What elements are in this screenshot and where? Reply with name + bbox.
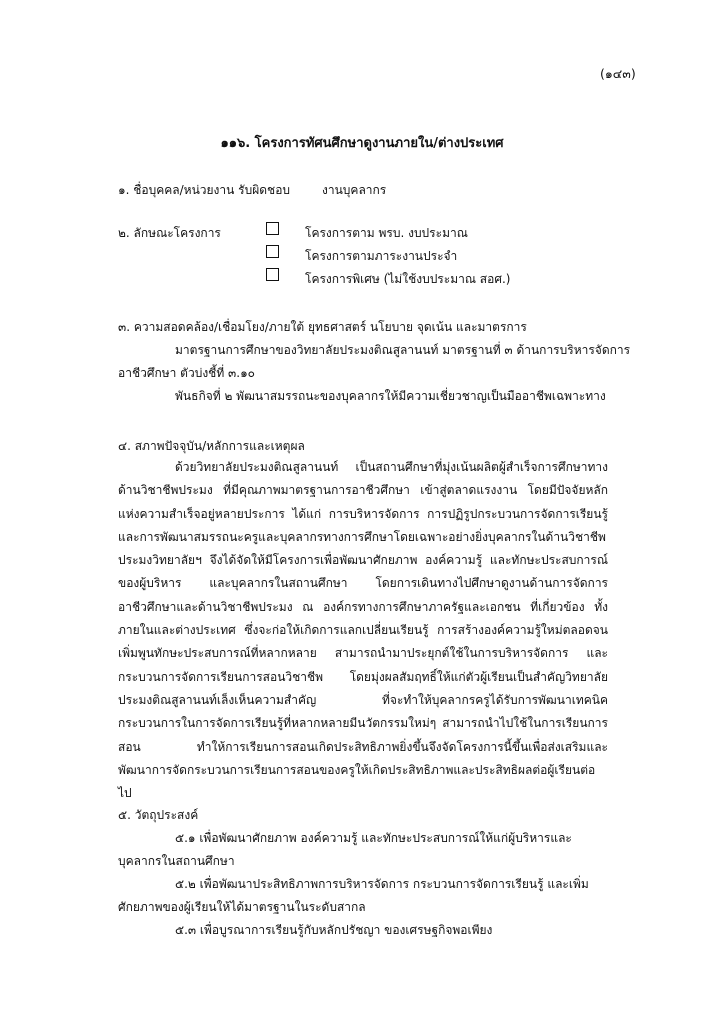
alignment-heading: ๓. ความสอดคล้อง/เชื่อมโยง/ภายใต้ ยุทธศาสตร์ นโยบาย จุดเน้น และมาตรการ (118, 320, 527, 334)
responsible-label: ๑. ชื่อบุคคล/หน่วยงาน รับผิดชอบ (118, 183, 291, 197)
objectives-heading: ๕. วัตถุประสงค์ (118, 808, 199, 822)
alignment-standard: มาตรฐานการศึกษาของวิทยาลัยประมงติณสูลานนท์ มาตรฐานที่ ๓ ด้านการบริหารจัดการ (175, 343, 631, 357)
project-type-checkbox-3[interactable] (266, 268, 279, 281)
objective-1-continued: บุคลากรในสถานศึกษา (118, 854, 235, 868)
objective-1: ๕.๑ เพื่อพัฒนาศักยภาพ องค์ความรู้ และทักษะประสบการณ์ให้แก่ผู้บริหารและ (175, 831, 572, 845)
alignment-indicator: อาชีวศึกษา ตัวบ่งชี้ที่ ๓.๑๐ (118, 366, 256, 380)
project-type-checkbox-1[interactable] (266, 222, 279, 235)
rationale-heading: ๔. สภาพปัจจุบัน/หลักการและเหตุผล (118, 439, 305, 453)
objective-2: ๕.๒ เพื่อพัฒนาประสิทธิภาพการบริหารจัดการ กระบวนการจัดการเรียนรู้ และเพิ่ม (175, 877, 589, 891)
page-number: (๑๔๓) (600, 66, 636, 81)
alignment-mission: พันธกิจที่ ๒ พัฒนาสมรรถนะของบุคลากรให้มีความเชี่ยวชาญเป็นมืออาชีพเฉพาะทาง (175, 389, 606, 403)
responsible-value: งานบุคลากร (322, 183, 387, 197)
objective-3: ๕.๓ เพื่อบูรณาการเรียนรู้กับหลักปรัชญา ของเศรษฐกิจพอเพียง (175, 923, 493, 937)
project-type-option-1: โครงการตาม พรบ. งบประมาณ (305, 226, 468, 240)
project-type-option-3: โครงการพิเศษ (ไม่ใช้งบประมาณ สอศ.) (305, 272, 511, 286)
objective-2-continued: ศักยภาพของผู้เรียนให้ได้มาตรฐานในระดับสากล (118, 900, 366, 914)
project-type-label: ๒. ลักษณะโครงการ (118, 226, 221, 240)
project-type-option-2: โครงการตามภาระงานประจำ (305, 249, 458, 263)
page-title: ๑๑๖. โครงการทัศนศึกษาดูงานภายใน/ต่างประเทศ (220, 136, 504, 151)
project-type-checkbox-2[interactable] (266, 245, 279, 258)
rationale-body: ด้วยวิทยาลัยประมงติณสูลานนท์ เป็นสถานศึกษาที่มุ่งเน้นผลิตผู้สำเร็จการศึกษาทางด้านวิชาชีพประมง ที่มีคุณภาพมาตรฐานการอาชีวศึกษา เข้าสู่ตลาดแรงงาน โดยมีปัจจัยหลักแห่งความสำเร็จอยู่หลายประการ ได้แก่ การบริหารจัดการ การปฏิรูปกระบวนการจัดการเรียนรู้ และการพัฒนาสมรรถนะครูและบุคลากรทางการศึกษาโดยเฉพาะอย่างยิ่งบุคลากรในด้านวิชาชีพประมงวิทยาลัยฯ จึงได้จัดให้มีโครงการเพื่อพัฒนาศักยภาพ องค์ความรู้ และทักษะประสบการณ์ของผู้บริหาร และบุคลากรในสถานศึกษา โดยการเดินทางไปศึกษาดูงานด้านการจัดการอาชีวศึกษาและด้านวิชาชีพประมง ณ องค์กรทางการศึกษาภาครัฐและเอกชน ที่เกี่ยวข้อง ทั้งภายในและต่างประเทศ ซึ่งจะก่อให้เกิดการแลกเปลี่ยนเรียนรู้ การสร้างองค์ความรู้ใหม่ตลอดจนเพิ่มพูนทักษะประสบการณ์ที่หลากหลาย สามารถนำมาประยุกต์ใช้ในการบริหารจัดการ และกระบวนการจัดการเรียนการสอนวิชาชีพ โดยมุ่งผลสัมฤทธิ์ให้แก่ตัวผู้เรียนเป็นสำคัญวิทยาลัยประมงติณสูลานนท์เล็งเห็นความสำคัญ ที่จะทำให้บุคลากรครูได้รับการพัฒนาเทคนิคกระบวนการในการจัดการเรียนรู้ที่หลากหลายมีนวัตกรรมใหม่ๆ สามารถนำไปใช้ในการเรียนการสอน ทำให้การเรียนการสอนเกิดประสิทธิภาพยิ่งขึ้นจึงจัดโครงการนี้ขึ้นเพื่อส่งเสริมและพัฒนาการจัดกระบวนการเรียนการสอนของครูให้เกิดประสิทธิภาพและประสิทธิผลต่อผู้เรียนต่อไป (118, 460, 608, 801)
